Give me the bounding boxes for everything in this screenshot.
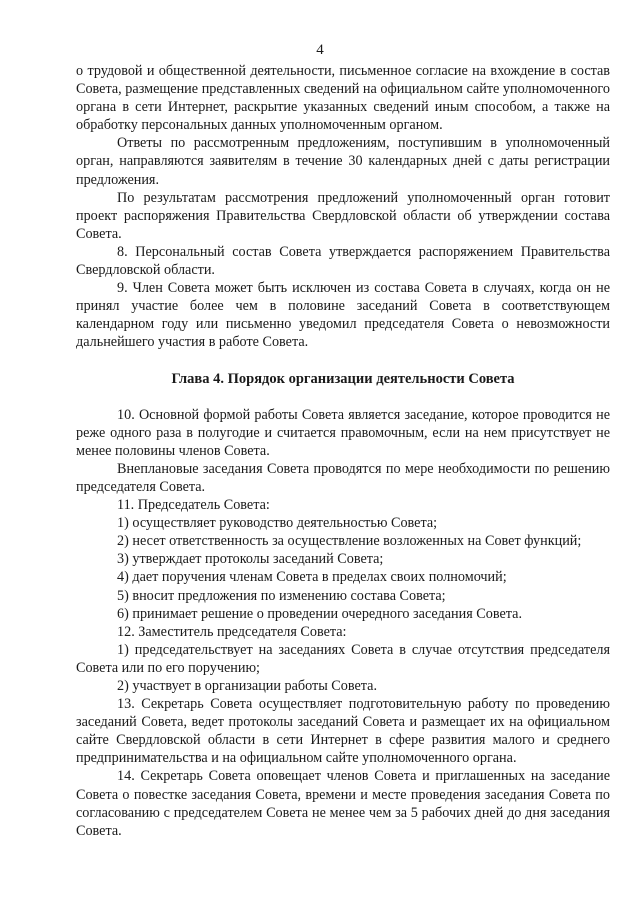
list-item: 6) принимает решение о проведении очередного заседания Совета. <box>117 605 522 622</box>
paragraph-item-12: 12. Заместитель председателя Совета: <box>117 623 347 640</box>
page-number: 4 <box>316 42 324 58</box>
paragraph-item-8: 8. Персональный состав Совета утверждается распоряжением Правительства Свердловской области. <box>76 243 610 279</box>
list-item: 2) участвует в организации работы Совета. <box>117 678 377 694</box>
paragraph-responses: Ответы по рассмотренным предложениям, поступившим в уполномоченный орган, направляются заявителям в течение 30 календарных дней с даты регистрации предложения. <box>76 135 610 188</box>
chapter-heading: Глава 4. Порядок организации деятельности Совета <box>171 370 515 387</box>
list-item: 1) председательствует на заседаниях Совета в случае отсутствия председателя Совета или по его поручению; <box>76 641 610 676</box>
paragraph-draft-order: По результатам рассмотрения предложений уполномоченный орган готовит проект распоряжения Правительства Свердловской области об утверждении состава Совета. <box>76 189 610 242</box>
list-item: 3) утверждает протоколы заседаний Совета; <box>117 551 384 568</box>
document-body <box>76 62 610 840</box>
paragraph-item-11: 11. Председатель Совета: <box>117 497 270 514</box>
list-item: 1) осуществляет руководство деятельностью Совета; <box>117 515 438 532</box>
list-item: 4) дает поручения членам Совета в пределах своих полномочий; <box>117 569 507 586</box>
paragraph-consent: о трудовой и общественной деятельности, письменное согласие на вхождение в состав Совета, размещение представленных сведений на официальном сайте уполномоченного органа в сети Интернет, раскрытие указанных сведений иным способом, а также на обработку персональных данных уполномоченным органом. <box>76 63 610 134</box>
list-item: 5) вносит предложения по изменению состава Совета; <box>117 587 446 604</box>
paragraph-item-9: 9. Член Совета может быть исключен из состава Совета в случаях, когда он не принял участие более чем в половине заседаний Совета в соответствующем календарном году или письменно уведомил председателя Совета о невозможности дальнейшего участия в работе Совета. <box>76 280 610 351</box>
paragraph-item-10: 10. Основной формой работы Совета является заседание, которое проводится не реже одного раза в полугодие и считается правомочным, если на нем присутствует не менее половины членов Совета. <box>76 406 610 459</box>
list-item: 2) несет ответственность за осуществление возложенных на Совет функций; <box>117 533 582 550</box>
paragraph-item-13: 13. Секретарь Совета осуществляет подготовительную работу по проведению заседаний Совета, ведет протоколы заседаний Совета и размещает их на официальном сайте Свердловской области в сети Интернет в сфере развития малого и среднего предпринимательства и на официальном сайте уполномоченного органа. <box>76 696 610 767</box>
paragraph-item-14: 14. Секретарь Совета оповещает членов Совета и приглашенных на заседание Совета о повестке заседания Совета, времени и месте проведения заседания Совета по согласованию с председателем Совета не менее чем за 5 рабочих дней до дня заседания Совета. <box>76 768 610 839</box>
paragraph-unscheduled-meetings: Внеплановые заседания Совета проводятся по мере необходимости по решению председателя Совета. <box>76 460 610 495</box>
